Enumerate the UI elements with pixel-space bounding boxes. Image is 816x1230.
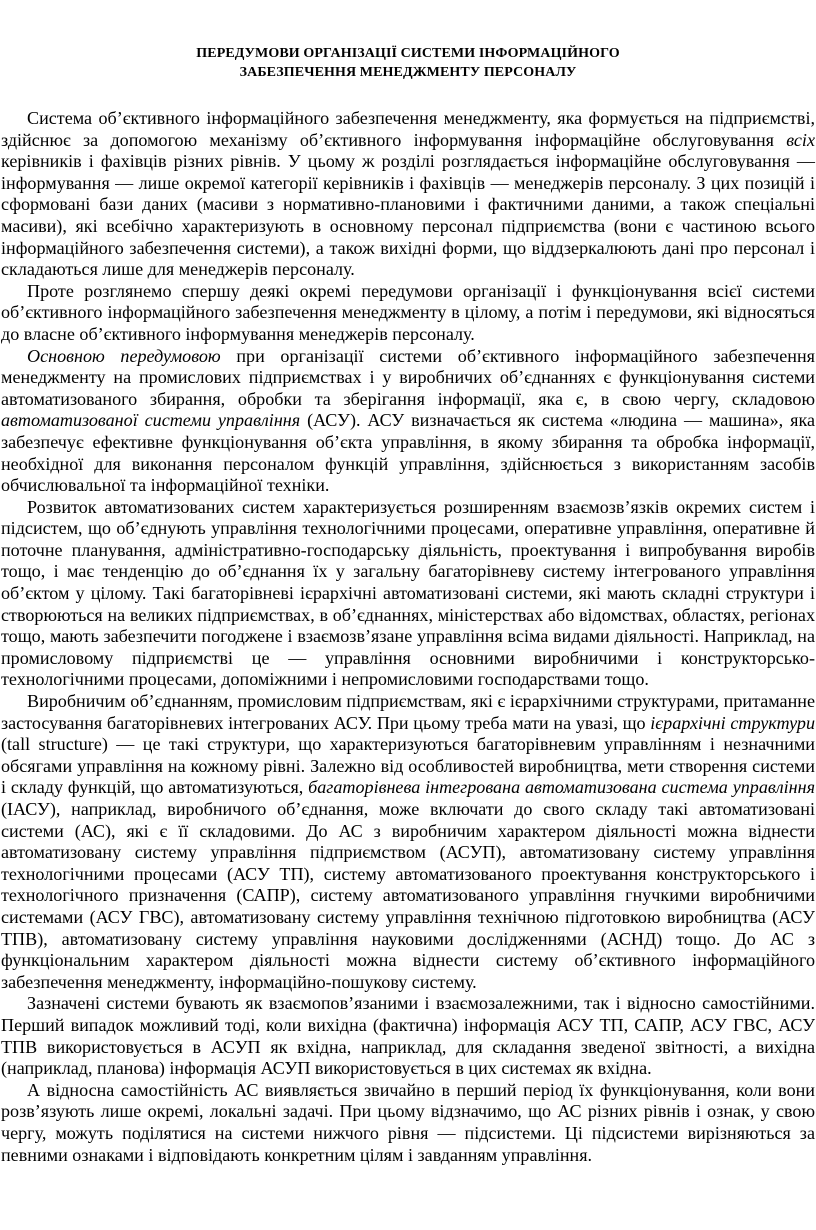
text-run: Виробничим об’єднанням, промисловим підприємствам, які є ієрархічними структурами, притаманне застосування багаторівневих інтегрованих АСУ. При цьому треба мати на увазі, що (1, 691, 815, 733)
paragraph (1, 497, 815, 691)
title-line-2: ЗАБЕЗПЕЧЕННЯ МЕНЕДЖМЕНТУ ПЕРСОНАЛУ (239, 65, 577, 80)
text-run: Зазначені системи бувають як взаємопов’язаними і взаємозалежними, так і відносно самостійними. Перший випадок можливий тоді, коли вихідна (фактична) інформація АСУ ТП, САПР, АСУ ГВС, АСУ ТПВ використовується в АСУП як вхідна, наприклад, для складання зведеної звітності, а вихідна (наприклад, планова) інформація АСУП використовується в цих системах як вхідна. (1, 993, 815, 1079)
text-run: Система об’єктивного інформаційного забезпечення менеджменту, яка формується на підприємстві, здійснює за допомогою механізму об’єктивного інформування інформаційне обслуговування (1, 108, 815, 150)
text-run: Розвиток автоматизованих систем характеризується розширенням взаємозв’язків окремих систем і підсистем, що об’єднують управління технологічними процесами, оперативне управління, оперативне й поточне планування, адміністративно-господарську діяльність, проектування і випробування виробів тощо, і має тенденцію до об’єднання їх у загальну багаторівневу систему інтегрованого управління об’єктом у цілому. Такі багаторівневі ієрархічні автоматизовані системи, які мають складні структури і створюються на великих підприємствах, в об’єднаннях, міністерствах або відомствах, областях, регіонах тощо, мають забезпечити погоджене і взаємозв’язане управління всіма видами діяльності. Наприклад, на промисловому підприємстві це — управління основними виробничими і конструкторсько-технологічними процесами, допоміжними і непромисловими господарствами тощо. (1, 496, 815, 690)
text-run: (tall structure) — це такі структури, що характеризуються багаторівневим управлінням і незначними обсягами управління на кожному рівні. Залежно від особливостей виробництва, мети створення системи і складу функцій, що автоматизуються, (1, 734, 815, 798)
text-run: керівників і фахівців різних рівнів. У цьому ж розділі розглядається інформаційне обслуговування — інформування — лише окремої категорії керівників і фахівців — менеджерів персоналу. З цих позицій і сформовані бази даних (масиви з нормативно-плановими і фактичними даними, а також спеціальні масиви), які всебічно характеризують в основному персонал підприємства (вони є частиною всього інформаційного забезпечення системи), а також вихідні форми, що віддзеркалюють дані про персонал і складаються лише для менеджерів персоналу. (1, 151, 815, 280)
text-run: А відносна самостійність АС виявляється звичайно в перший період їх функціонування, коли вони розв’язують лише окремі, локальні задачі. При цьому відзначимо, що АС різних рівнів і ознак, у свою чергу, можуть поділятися на системи нижчого рівня — підсистеми. Ці підсистеми вирізняються за певними ознаками і відповідають конкретним цілям і завданням управління. (1, 1079, 815, 1165)
italic-term: Основною передумовою (27, 345, 221, 366)
italic-term: всіх (786, 129, 815, 150)
paragraph (1, 1080, 815, 1166)
document-body (1, 108, 815, 1166)
text-run: при організації системи об’єктивного інформаційного забезпечення менеджменту на промислових підприємствах і у виробничих об’єднаннях є функціонування системи автоматизованого збирання, обробки та зберігання інформації, яка є, в свою чергу, складовою (1, 345, 815, 409)
italic-term: ієрархічні структури (650, 712, 816, 733)
italic-term: багаторівнева інтегрована автоматизована система управління (308, 777, 815, 798)
paragraph (1, 993, 815, 1079)
paragraph (1, 281, 815, 346)
paragraph (1, 108, 815, 281)
title-line-1: ПЕРЕДУМОВИ ОРГАНІЗАЦІЇ СИСТЕМИ ІНФОРМАЦІЙНОГО (196, 46, 620, 61)
text-run: (ІАСУ), наприклад, виробничого об’єднання, може включати до свого складу такі автоматизовані системи (АС), які є її складовими. До АС з виробничим характером діяльності можна віднести автоматизовану систему управління підприємством (АСУП), автоматизовану систему управління технологічними процесами (АСУ ТП), систему автоматизованого проектування конструкторського і технологічного призначення (САПР), систему автоматизованого управління гнучкими виробничими системами (АСУ ГВС), автоматизовану систему управління технічною підготовкою виробництва (АСУ ТПВ), автоматизовану систему управління науковими дослідженнями (АСНД) тощо. До АС з функціональним характером діяльності можна віднести систему об’єктивного інформаційного забезпечення менеджменту, інформаційно-пошукову систему. (1, 799, 815, 992)
document-title (1, 44, 815, 82)
italic-term: автоматизованої системи управління (1, 410, 301, 431)
text-run: Проте розглянемо спершу деякі окремі передумови організації і функціонування всієї системи об’єктивного інформаційного забезпечення менеджменту в цілому, а потім і передумови, які відносяться до власне об’єктивного інформування менеджерів персоналу. (1, 280, 815, 344)
paragraph (1, 346, 815, 497)
text-run: (АСУ). АСУ визначається як система «людина — машина», яка забезпечує ефективне функціонування об’єкта управління, в якому збирання та обробка інформації, необхідної для виконання персоналом функцій управління, здійснюється з використанням засобів обчислювальної та інформаційної техніки. (1, 410, 815, 496)
paragraph (1, 691, 815, 993)
